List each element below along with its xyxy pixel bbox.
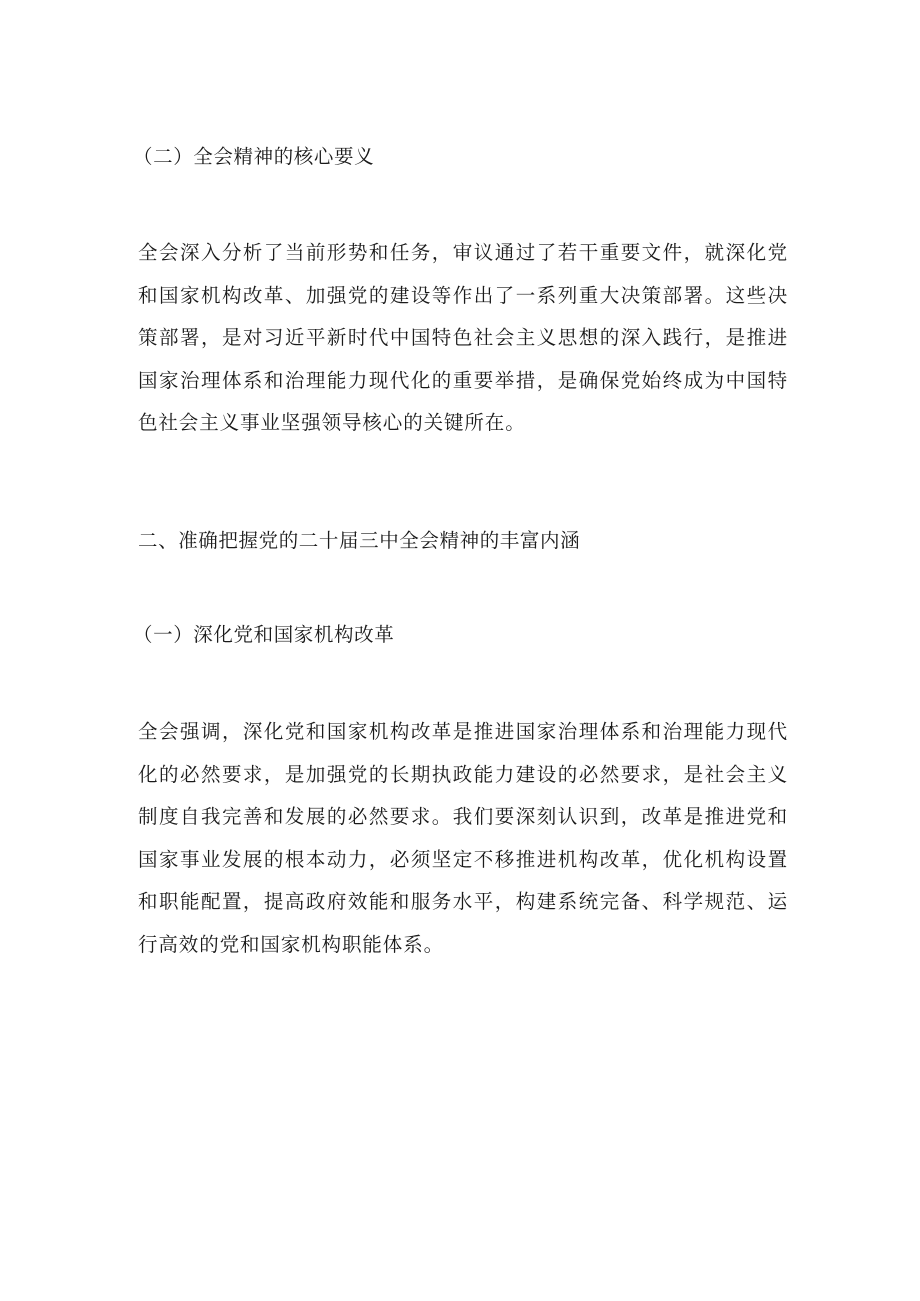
paragraph-decisions: 全会深入分析了当前形势和任务，审议通过了若干重要文件，就深化党和国家机构改革、加强党的建设等作出了一系列重大决策部署。这些决策部署，是对习近平新时代中国特色社会主义思想的深入践行，是推进国家治理体系和治理能力现代化的重要举措，是确保党始终成为中国特色社会主义事业坚强领导核心的关键所在。 [138, 241, 788, 434]
subsection-heading-institutional-reform: （一）深化党和国家机构改革 [133, 623, 395, 646]
section-heading-rich-connotation: 二、准确把握党的二十届三中全会精神的丰富内涵 [138, 529, 581, 552]
subsection-heading-core-meaning: （二）全会精神的核心要义 [133, 145, 375, 168]
paragraph-reform: 全会强调，深化党和国家机构改革是推进国家治理体系和治理能力现代化的必然要求，是加强党的长期执政能力建设的必然要求，是社会主义制度自我完善和发展的必然要求。我们要深刻认识到，改革是推进党和国家事业发展的根本动力，必须坚定不移推进机构改革，优化机构设置和职能配置，提高政府效能和服务水平，构建系统完备、科学规范、运行高效的党和国家机构职能体系。 [138, 720, 788, 956]
